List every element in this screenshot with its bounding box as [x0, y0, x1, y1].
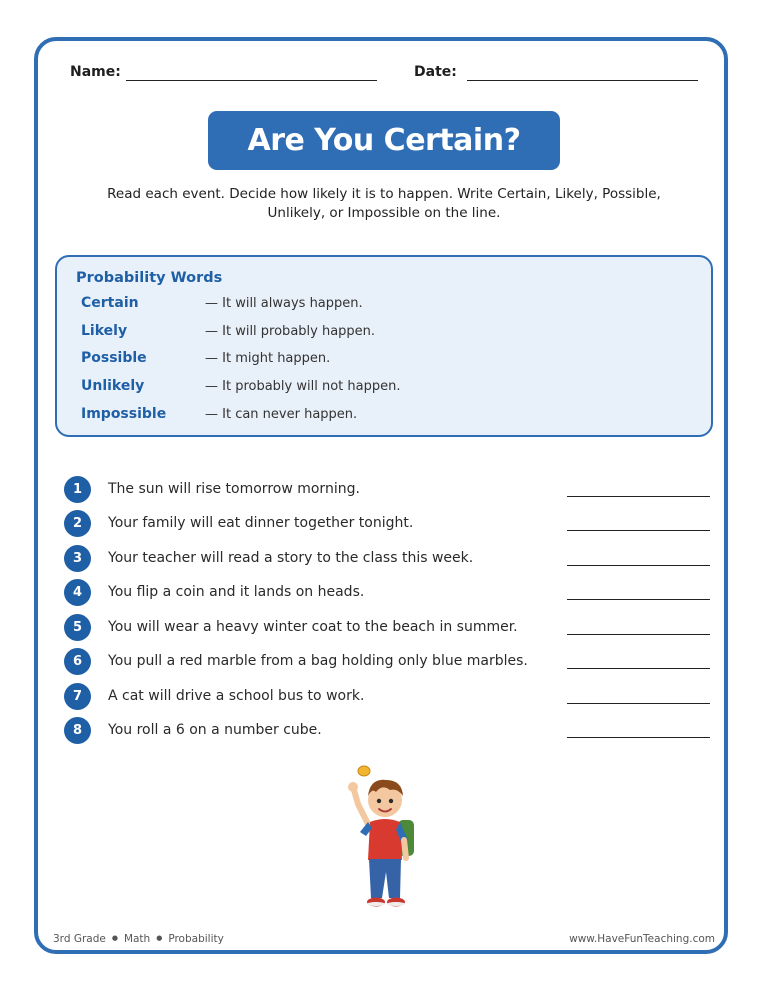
answer-line[interactable]	[567, 565, 710, 566]
question-number: 2	[64, 510, 91, 537]
question-text: You flip a coin and it lands on heads.	[108, 584, 365, 600]
question-text: You roll a 6 on a number cube.	[108, 722, 322, 738]
date-field[interactable]	[467, 80, 698, 81]
vocab-item	[81, 323, 681, 345]
question-row	[64, 510, 714, 537]
question-number: 4	[64, 579, 91, 606]
vocab-definition: — It will probably happen.	[205, 324, 376, 339]
instructions: Read each event. Decide how likely it is to happen. Write Certain, Likely, Possible, Unlikely, or Impossible on the line.	[107, 186, 661, 221]
question-text: You pull a red marble from a bag holding only blue marbles.	[108, 653, 528, 669]
page-title: Are You Certain?	[247, 123, 521, 158]
boy-flipping-coin-icon	[340, 760, 430, 915]
answer-line[interactable]	[567, 599, 710, 600]
vocab-term: Certain	[81, 295, 139, 311]
answer-line[interactable]	[567, 634, 710, 635]
question-text: Your family will eat dinner together tonight.	[108, 515, 414, 531]
question-number: 7	[64, 683, 91, 710]
vocab-item	[81, 378, 681, 400]
date-label: Date:	[414, 64, 457, 80]
bullet-icon: ●	[156, 934, 163, 942]
footer-tags	[53, 933, 224, 945]
question-text: You will wear a heavy winter coat to the beach in summer.	[108, 619, 518, 635]
vocab-item	[81, 295, 681, 317]
probability-words-box	[55, 255, 713, 437]
vocab-heading: Probability Words	[76, 270, 223, 286]
question-row	[64, 545, 714, 572]
question-number: 5	[64, 614, 91, 641]
question-number: 8	[64, 717, 91, 744]
question-row	[64, 683, 714, 710]
answer-line[interactable]	[567, 703, 710, 704]
name-field[interactable]	[126, 80, 377, 81]
question-row	[64, 717, 714, 744]
vocab-item	[81, 406, 681, 428]
question-row	[64, 476, 714, 503]
name-label: Name:	[70, 64, 121, 80]
question-row	[64, 614, 714, 641]
vocab-item	[81, 350, 681, 372]
question-text: A cat will drive a school bus to work.	[108, 688, 365, 704]
vocab-definition: — It probably will not happen.	[205, 379, 401, 394]
footer-topic: Probability	[168, 933, 224, 945]
footer-grade: 3rd Grade	[53, 933, 106, 945]
vocab-definition: — It will always happen.	[205, 296, 363, 311]
answer-line[interactable]	[567, 530, 710, 531]
question-number: 3	[64, 545, 91, 572]
question-number: 1	[64, 476, 91, 503]
answer-line[interactable]	[567, 668, 710, 669]
answer-line[interactable]	[567, 496, 710, 497]
question-row	[64, 579, 714, 606]
vocab-term: Unlikely	[81, 378, 145, 394]
answer-line[interactable]	[567, 737, 710, 738]
question-text: The sun will rise tomorrow morning.	[108, 481, 360, 497]
footer-subject: Math	[123, 933, 151, 945]
vocab-term: Likely	[81, 323, 128, 339]
footer-site: www.HaveFunTeaching.com	[569, 933, 715, 945]
vocab-definition: — It might happen.	[205, 351, 331, 366]
vocab-term: Possible	[81, 350, 147, 366]
vocab-term: Impossible	[81, 406, 167, 422]
question-number: 6	[64, 648, 91, 675]
question-text: Your teacher will read a story to the class this week.	[108, 550, 474, 566]
vocab-definition: — It can never happen.	[205, 407, 358, 422]
title-banner	[208, 111, 560, 170]
bullet-icon: ●	[111, 934, 118, 942]
question-row	[64, 648, 714, 675]
